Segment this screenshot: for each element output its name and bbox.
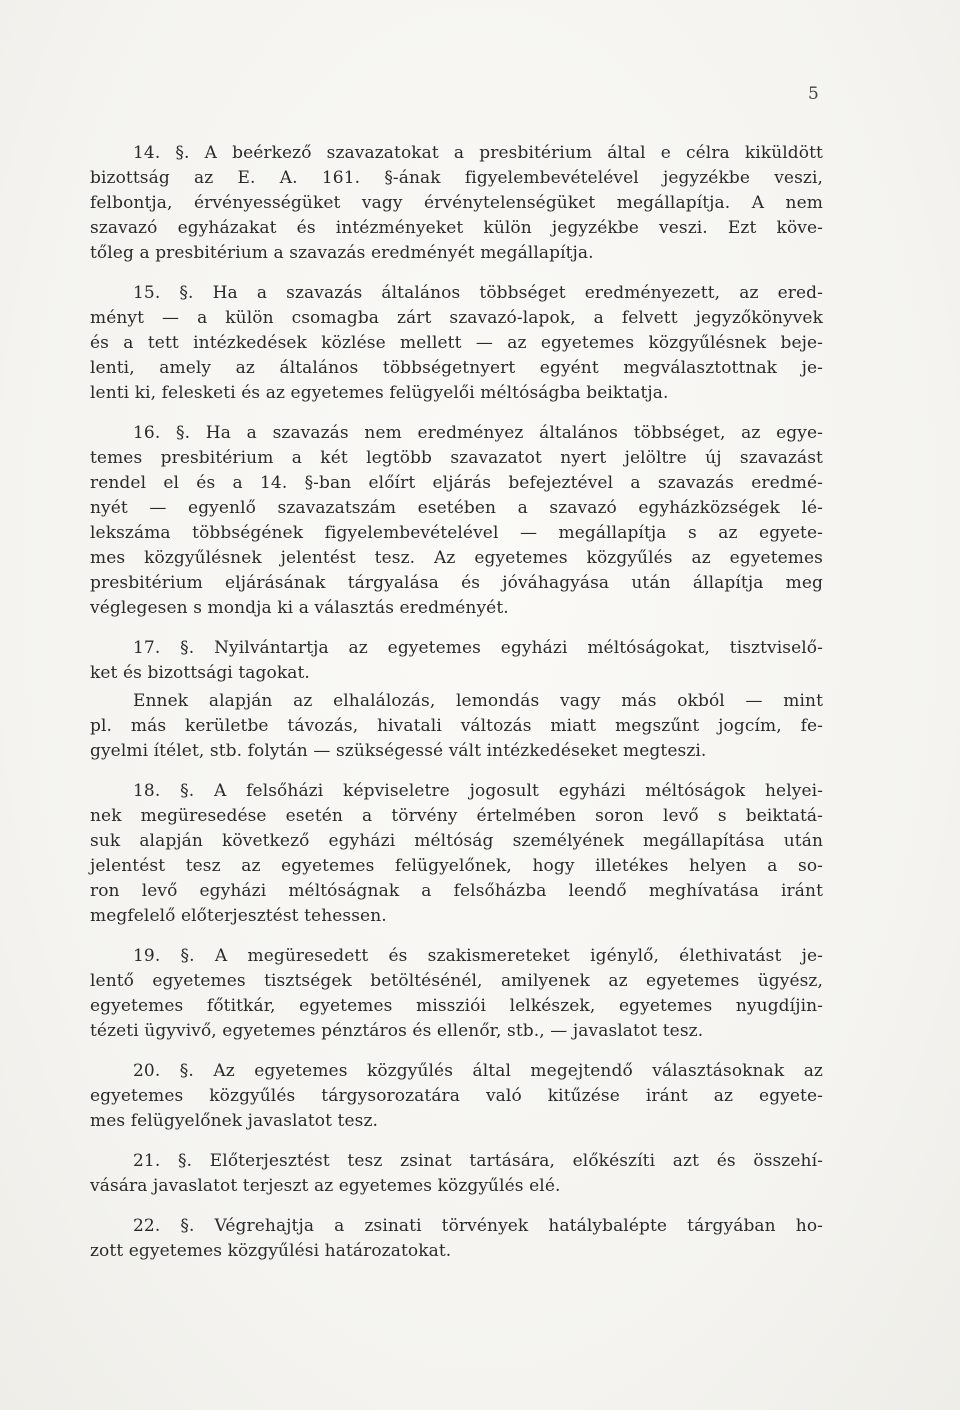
text-line: 14. §. A beérkező szavazatokat a presbitérium által e célra kiküldött: [133, 143, 823, 163]
text-line: rendel el és a 14. §-ban előírt eljárás befejeztével a szavazás eredmé-: [90, 473, 823, 493]
text-line: lenti ki, felesketi és az egyetemes felügyelői méltóságba beiktatja.: [90, 383, 669, 403]
text-line: mes felügyelőnek javaslatot tesz.: [90, 1111, 378, 1131]
text-line: 19. §. A megüresedett és szakismereteket igénylő, élethivatást je-: [133, 946, 823, 966]
text-line: mes közgyűlésnek jelentést tesz. Az egyetemes közgyűlés az egyetemes: [90, 548, 823, 568]
text-line: pl. más kerületbe távozás, hivatali változás miatt megszűnt jogcím, fe-: [90, 716, 823, 736]
text-line: presbitérium eljárásának tárgyalása és jóváhagyása után állapítja meg: [90, 573, 823, 593]
text-line: nek megüresedése esetén a törvény értelmében soron levő s beiktatá-: [90, 806, 823, 826]
text-line: véglegesen s mondja ki a választás eredményét.: [90, 598, 509, 618]
text-line: lenti, amely az általános többségetnyert egyént megválasztottnak je-: [90, 358, 823, 378]
text-line: lekszáma többségének figyelembevételével — megállapítja s az egyete-: [90, 523, 823, 543]
text-line: bizottság az E. A. 161. §-ának figyelembevételével jegyzékbe veszi,: [90, 168, 823, 188]
text-line: gyelmi ítélet, stb. folytán — szükségessé vált intézkedéseket megteszi.: [90, 741, 707, 761]
text-line: és a tett intézkedések közlése mellett — az egyetemes közgyűlésnek beje-: [90, 333, 823, 353]
text-line: temes presbitérium a két legtöbb szavazatot nyert jelöltre új szavazást: [90, 448, 823, 468]
text-line: megfelelő előterjesztést tehessen.: [90, 906, 387, 926]
text-line: 17. §. Nyilvántartja az egyetemes egyházi méltóságokat, tisztviselő-: [133, 638, 823, 658]
text-line: ményt — a külön csomagba zárt szavazó-lapok, a felvett jegyzőkönyvek: [90, 308, 823, 328]
text-line: tézeti ügyvivő, egyetemes pénztáros és ellenőr, stb., — javaslatot tesz.: [90, 1021, 704, 1041]
text-line: 22. §. Végrehajtja a zsinati törvények hatálybalépte tárgyában ho-: [133, 1216, 823, 1236]
text-line: zott egyetemes közgyűlési határozatokat.: [90, 1241, 452, 1261]
text-line: 16. §. Ha a szavazás nem eredményez általános többséget, az egye-: [133, 423, 823, 443]
text-line: ron levő egyházi méltóságnak a felsőházba leendő meghívatása iránt: [90, 881, 823, 901]
text-line: suk alapján következő egyházi méltóság személyének megállapítása után: [90, 831, 823, 851]
text-line: szavazó egyházakat és intézményeket külön jegyzékbe veszi. Ezt köve-: [90, 218, 823, 238]
text-line: jelentést tesz az egyetemes felügyelőnek, hogy illetékes helyen a so-: [90, 856, 823, 876]
text-line: vására javaslatot terjeszt az egyetemes közgyűlés elé.: [90, 1176, 561, 1196]
text-line: ket és bizottsági tagokat.: [90, 663, 310, 683]
text-line: felbontja, érvényességüket vagy érvénytelenségüket megállapítja. A nem: [90, 193, 823, 213]
text-line: egyetemes főtitkár, egyetemes missziói lelkészek, egyetemes nyugdíjin-: [90, 996, 823, 1016]
page-number: 5: [808, 84, 819, 104]
text-line: nyét — egyenlő szavazatszám esetében a szavazó egyházközségek lé-: [90, 498, 823, 518]
text-line: tőleg a presbitérium a szavazás eredményét megállapítja.: [90, 243, 594, 263]
text-line: 15. §. Ha a szavazás általános többséget eredményezett, az ered-: [133, 283, 823, 303]
text-line: 20. §. Az egyetemes közgyűlés által megejtendő választásoknak az: [133, 1061, 823, 1081]
text-line: egyetemes közgyűlés tárgysorozatára való kitűzése iránt az egyete-: [90, 1086, 823, 1106]
text-line: 21. §. Előterjesztést tesz zsinat tartására, előkészíti azt és összehí-: [133, 1151, 823, 1171]
text-line: lentő egyetemes tisztségek betöltésénél, amilyenek az egyetemes ügyész,: [90, 971, 823, 991]
text-line: 18. §. A felsőházi képviseletre jogosult egyházi méltóságok helyei-: [133, 781, 823, 801]
text-line: Ennek alapján az elhalálozás, lemondás vagy más okból — mint: [133, 691, 823, 711]
